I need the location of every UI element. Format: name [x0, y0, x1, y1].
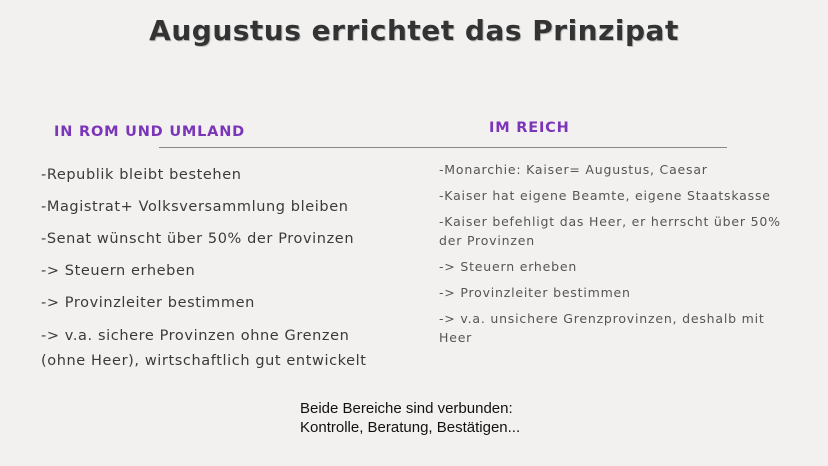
list-item: -> Steuern erheben: [41, 263, 196, 279]
list-item: -Kaiser befehligt das Heer, er herrscht über 50% der Provinzen: [439, 214, 781, 248]
list-item: [41, 324, 411, 374]
slide-title: Augustus errichtet das Prinzipat: [149, 14, 679, 47]
list-item: -> Steuern erheben: [439, 259, 578, 274]
footer-line-2: Kontrolle, Beratung, Bestätigen...: [300, 419, 521, 436]
list-im-reich: [439, 160, 799, 354]
list-item: -> Provinzleiter bestimmen: [41, 295, 255, 311]
footer-note: [300, 399, 620, 437]
divider-line: [159, 147, 727, 148]
list-item-line: -> v.a. sichere Provinzen ohne Grenzen: [41, 328, 350, 344]
list-item: -Magistrat+ Volksversammlung bleiben: [41, 199, 349, 215]
list-item: -Kaiser hat eigene Beamte, eigene Staatskasse: [439, 188, 771, 203]
list-item: -Monarchie: Kaiser= Augustus, Caesar: [439, 162, 708, 177]
footer-line-1: Beide Bereiche sind verbunden:: [300, 400, 513, 417]
heading-im-reich: IM REICH: [489, 120, 570, 136]
list-item-line: (ohne Heer), wirtschaftlich gut entwickelt: [41, 353, 367, 369]
heading-rom-umland: IN ROM UND UMLAND: [54, 124, 245, 140]
list-item: -Senat wünscht über 50% der Provinzen: [41, 231, 355, 247]
list-rom-umland: [41, 164, 411, 384]
list-item: -> Provinzleiter bestimmen: [439, 285, 631, 300]
list-item: -> v.a. unsichere Grenzprovinzen, deshalb mit Heer: [439, 311, 765, 345]
list-item: -Republik bleibt bestehen: [41, 167, 242, 183]
